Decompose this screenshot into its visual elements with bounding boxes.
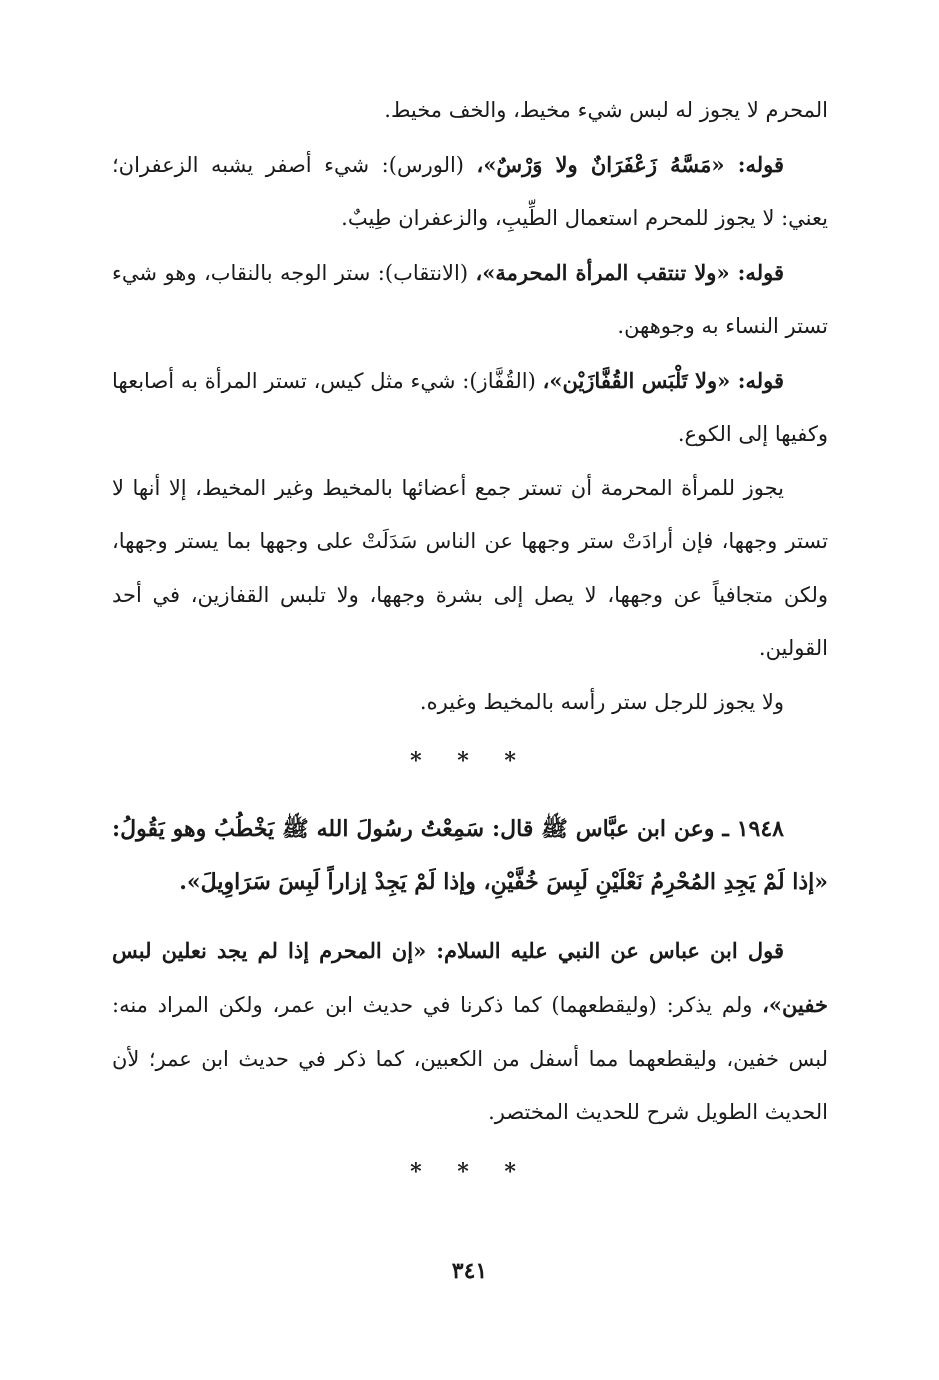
hadith-text <box>112 803 828 910</box>
paragraph-3-text: (الانتقاب): ستر الوجه بالنقاب، وهو شيء تستر النساء به وجوههن. <box>112 260 828 338</box>
paragraph-5-text: يجوز للمرأة المحرمة أن تستر جمع أعضائها بالمخيط وغير المخيط، إلا أنها لا تستر وجهها، فإن أرادَتْ ستر وجهها عن الناس سَدَلَتْ على وجهها بما يستر وجهها، ولكن متجافياً عن وجهها، لا يصل إلى بشرة وجهها، ولا تلبس القفازين، في أحد القولين. <box>112 475 828 660</box>
paragraph-1-text: المحرم لا يجوز له لبس شيء مخيط، والخف مخيط. <box>384 98 828 122</box>
paragraph-6 <box>112 676 828 730</box>
paragraph-7 <box>112 924 828 1140</box>
paragraph-2-lead: قوله: «مَسَّهُ زَعْفَرَانٌ ولا وَرْسٌ»، <box>476 151 784 177</box>
paragraph-4 <box>112 354 828 462</box>
paragraph-6-text: ولا يجوز للرجل ستر رأسه بالمخيط وغيره. <box>419 689 784 714</box>
page-body <box>112 84 828 1213</box>
section-separator-2: * * * <box>410 1158 530 1185</box>
paragraph-7-lead: قول ابن عباس عن النبي عليه السلام: «إن المحرم إذا لم يجد نعلين لبس خفين»، <box>112 937 828 1017</box>
paragraph-3 <box>112 246 828 354</box>
hadith-body: ١٩٤٨ ـ وعن ابن عبَّاس ﷺ قال: سَمِعْتُ رسُولَ الله ﷺ يَخْطُبُ وهو يَقُولُ: «إذا لَمْ يَجِدِ المُحْرِمُ نَعْلَيْنِ لَبِسَ خُفَّيْنِ، وإذا لَمْ يَجِدْ إزاراً لَبِسَ سَرَاوِيلَ». <box>112 815 828 895</box>
paragraph-2 <box>112 138 828 246</box>
paragraph-2-text: (الورس): شيء أصفر يشبه الزعفران؛ يعني: لا يجوز للمحرم استعمال الطِّيبِ، والزعفران طِيبٌ. <box>112 152 828 230</box>
paragraph-3-lead: قوله: «ولا تنتقب المرأة المحرمة»، <box>475 259 784 285</box>
paragraph-7-text: ولم يذكر: (وليقطعهما) كما ذكرنا في حديث ابن عمر، ولكن المراد منه: لبس خفين، وليقطعهما مما أسفل من الكعبين، كما ذكر في حديث ابن عمر؛ لأن الحديث الطويل شرح للحديث المختصر. <box>112 993 828 1124</box>
paragraph-5 <box>112 462 828 676</box>
paragraph-1 <box>112 84 828 138</box>
page-number: ٣٤١ <box>451 1258 488 1284</box>
paragraph-4-lead: قوله: «ولا تَلْبَس القُفَّازَيْن»، <box>542 367 784 393</box>
paragraph-4-text: (القُفَّاز): شيء مثل كيس، تستر المرأة به أصابعها وكفيها إلى الكوع. <box>112 368 828 446</box>
section-separator-1: * * * <box>410 748 530 774</box>
spacer <box>112 910 828 924</box>
